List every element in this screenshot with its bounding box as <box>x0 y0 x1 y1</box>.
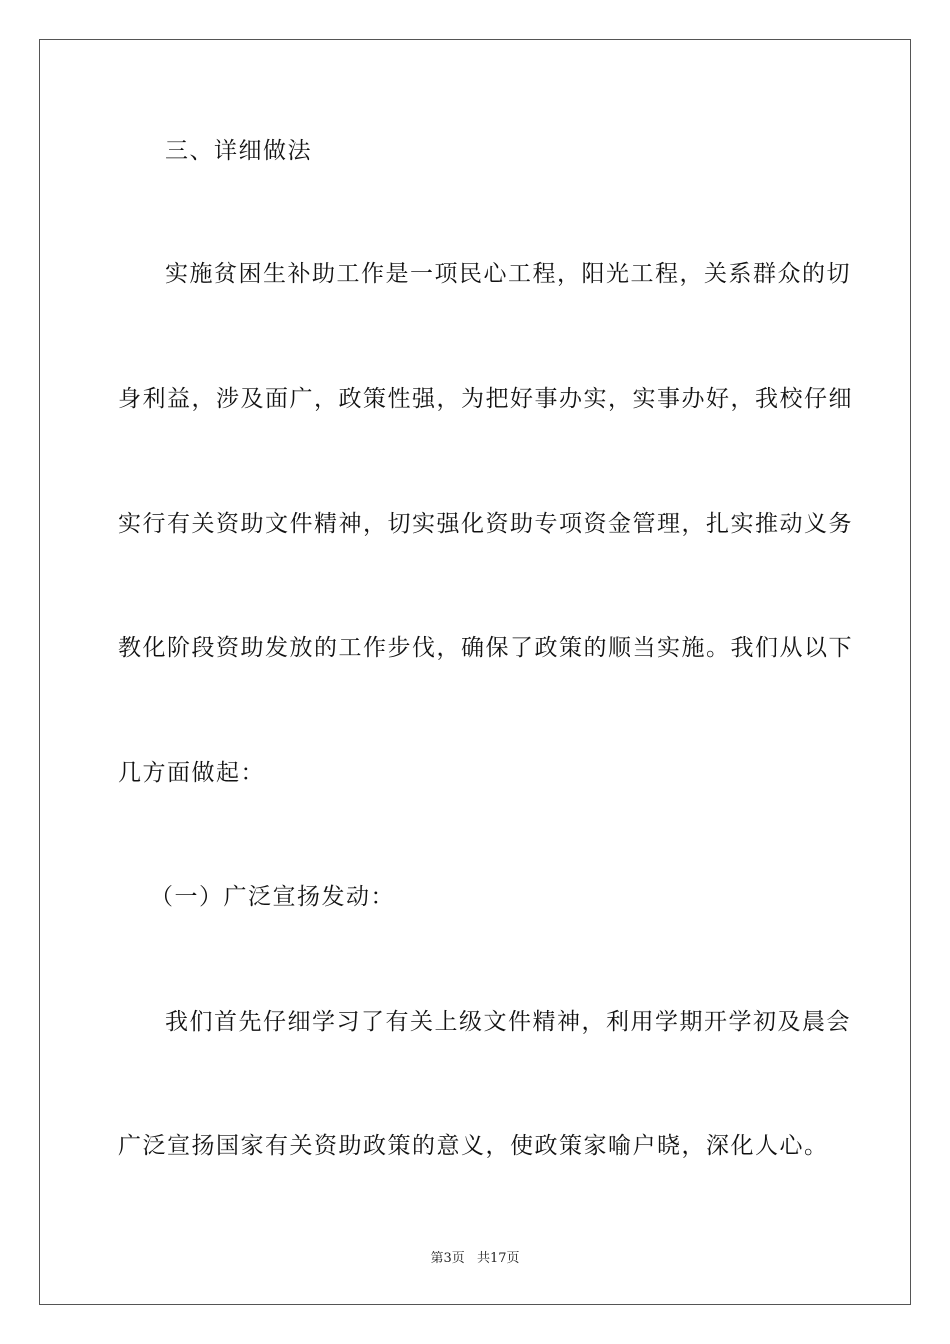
paragraph-line: 教化阶段资助发放的工作步伐，确保了政策的顺当实施。我们从以下 <box>118 635 853 661</box>
paragraph-line: 广泛宣扬国家有关资助政策的意义，使政策家喻户晓，深化人心。 <box>118 1133 829 1159</box>
section-heading: 三、详细做法 <box>165 138 312 164</box>
paragraph-line: 身利益，涉及面广，政策性强，为把好事办实，实事办好，我校仔细 <box>118 386 853 412</box>
paragraph-line: 几方面做起： <box>118 760 265 786</box>
paragraph-line: 实行有关资助文件精神，切实强化资助专项资金管理，扎实推动义务 <box>118 511 853 537</box>
page-border <box>39 39 911 1305</box>
page-total: 共17页 <box>476 1251 520 1266</box>
subsection-heading: （一）广泛宣扬发动： <box>150 884 395 910</box>
page-footer <box>0 1247 950 1266</box>
paragraph-line: 我们首先仔细学习了有关上级文件精神，利用学期开学初及晨会 <box>165 1009 851 1035</box>
page-number: 第3页 <box>430 1251 465 1266</box>
paragraph-line: 实施贫困生补助工作是一项民心工程，阳光工程，关系群众的切 <box>165 261 851 287</box>
